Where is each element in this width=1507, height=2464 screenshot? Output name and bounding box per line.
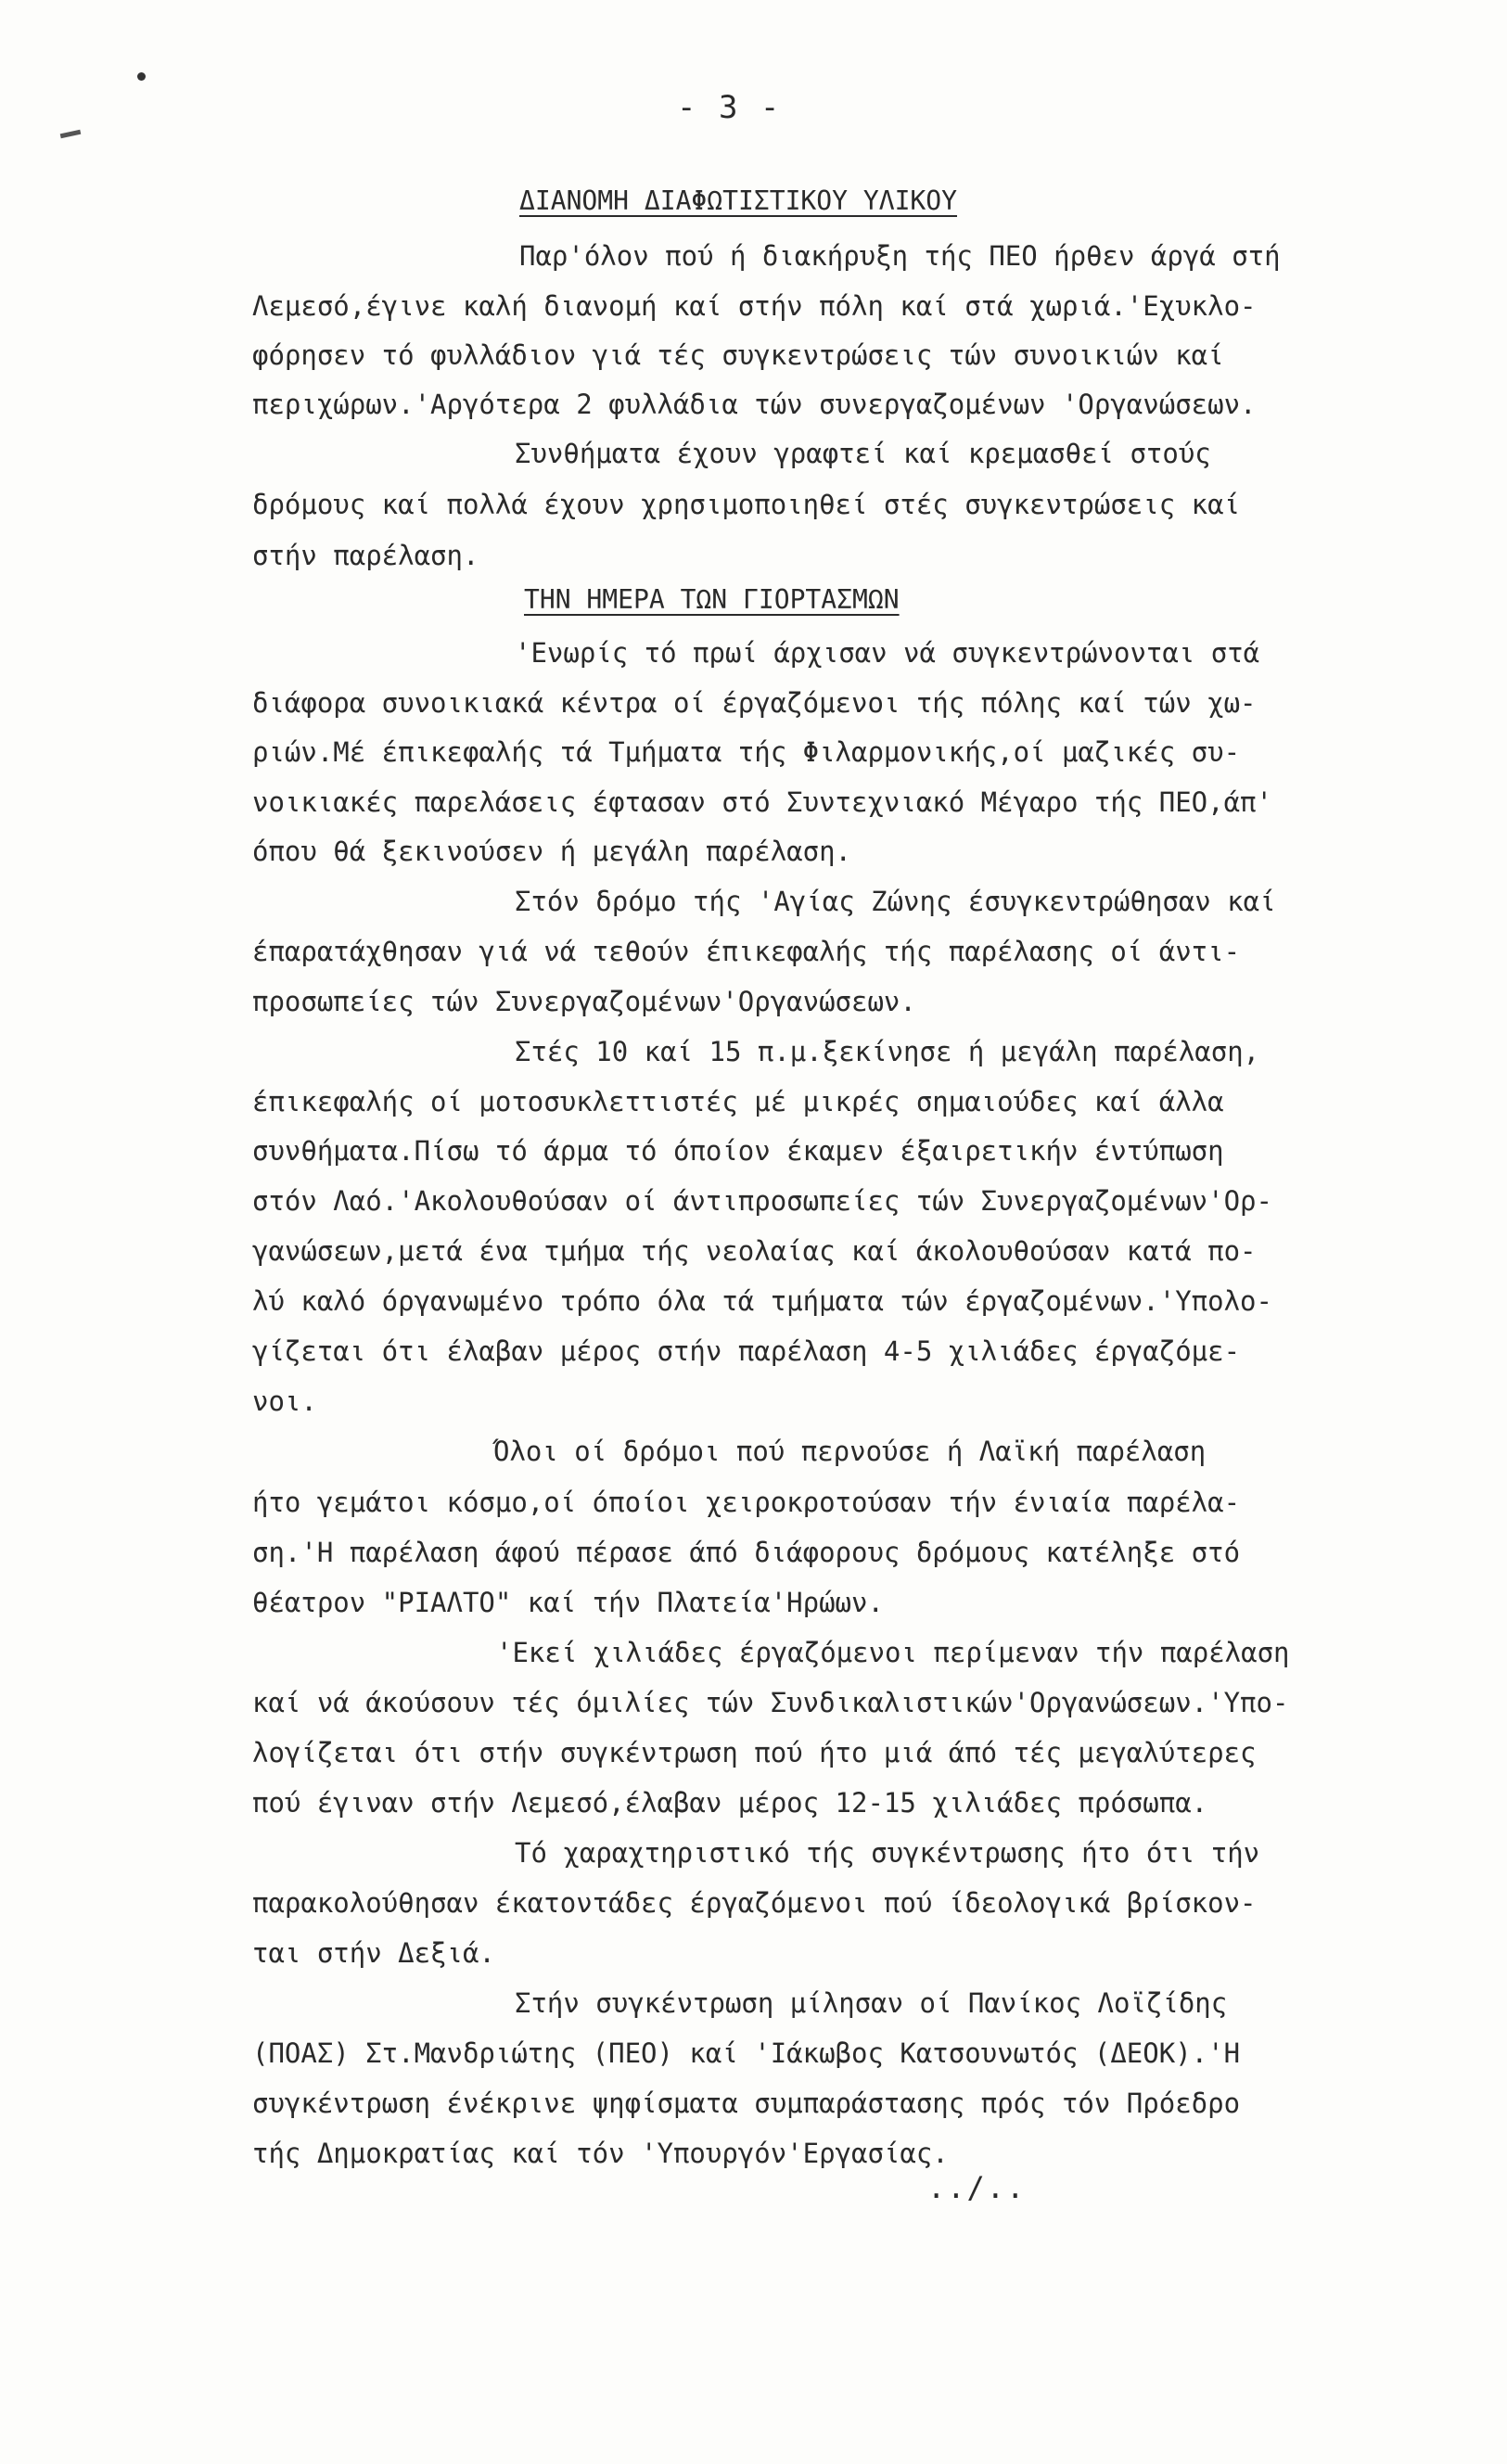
text-line: στήν παρέλαση. (252, 540, 479, 571)
text-line: (ΠΟΑΣ) Στ.Μανδριώτης (ΠΕΟ) καί 'Ιάκωβος Κατσουνωτός (ΔΕΟΚ).'Η (252, 2037, 1241, 2069)
text-line: ση.'Η παρέλαση άφού πέρασε άπό διάφορους δρόμους κατέληξε στό (252, 1537, 1241, 1568)
text-line: προσωπείες τών Συνεργαζομένων'Οργανώσεων. (252, 986, 916, 1017)
text-line: λογίζεται ότι στήν συγκέντρωση πού ήτο μιά άπό τές μεγαλύτερες (252, 1737, 1257, 1768)
text-line: θέατρον "ΡΙΑΛΤΟ" καί τήν Πλατεία'Ηρώων. (252, 1587, 884, 1618)
punch-hole-mark (137, 72, 146, 81)
text-line: 'Εκεί χιλιάδες έργαζόμενοι περίμεναν τήν παρέλαση (496, 1637, 1290, 1668)
section-heading-distribution: ΔΙΑΝΟΜΗ ΔΙΑΦΩΤΙΣΤΙΚΟΥ ΥΛΙΚΟΥ (519, 185, 958, 216)
text-line: συνθήματα.Πίσω τό άρμα τό όποίον έκαμεν έξαιρετικήν έντύπωση (252, 1135, 1224, 1167)
text-line: Συνθήματα έχουν γραφτεί καί κρεμασθεί στούς (515, 438, 1211, 469)
text-line: γανώσεων,μετά ένα τμήμα τής νεολαίας καί άκολουθούσαν κατά πο- (252, 1235, 1257, 1267)
text-line: όπου θά ξεκινούσεν ή μεγάλη παρέλαση. (252, 836, 852, 867)
section-heading-celebration-day: ΤΗΝ ΗΜΕΡΑ ΤΩΝ ΓΙΟΡΤΑΣΜΩΝ (524, 584, 900, 615)
text-line: καί νά άκούσουν τές όμιλίες τών Συνδικαλιστικών'Οργανώσεων.'Υπο- (252, 1687, 1289, 1718)
text-line: περιχώρων.'Αργότερα 2 φυλλάδια τών συνεργαζομένων 'Οργανώσεων. (252, 389, 1257, 420)
page-number: - 3 - (677, 89, 782, 126)
text-line: τής Δημοκρατίας καί τόν 'Υπουργόν'Εργασίας. (252, 2138, 949, 2169)
text-line: νοικιακές παρελάσεις έφτασαν στό Συντεχνιακό Μέγαρο τής ΠΕΟ,άπ' (252, 786, 1272, 818)
text-line: ήτο γεμάτοι κόσμο,οί όποίοι χειροκροτούσαν τήν ένιαία παρέλα- (252, 1487, 1241, 1518)
text-line: συγκέντρωση ένέκρινε ψηφίσματα συμπαράστασης πρός τόν Πρόεδρο (252, 2087, 1241, 2119)
text-line: Στές 10 καί 15 π.μ.ξεκίνησε ή μεγάλη παρέλαση, (515, 1036, 1260, 1067)
text-line: Όλοι οί δρόμοι πού περνούσε ή Λαϊκή παρέλαση (493, 1436, 1207, 1467)
text-line: Στόν δρόμο τής 'Αγίας Ζώνης έσυγκεντρώθησαν καί (515, 886, 1276, 917)
ink-smudge (60, 130, 82, 138)
text-line: Λεμεσό,έγινε καλή διανομή καί στήν πόλη καί στά χωριά.'Εχυκλο- (252, 290, 1257, 322)
text-line: έπικεφαλής οί μοτοσυκλεττιστές μέ μικρές σημαιούδες καί άλλα (252, 1086, 1224, 1117)
text-line: ριών.Μέ έπικεφαλής τά Τμήματα τής Φιλαρμονικής,οί μαζικές συ- (252, 736, 1241, 768)
text-line: πού έγιναν στήν Λεμεσό,έλαβαν μέρος 12-15 χιλιάδες πρόσωπα. (252, 1787, 1208, 1819)
text-line: γίζεται ότι έλαβαν μέρος στήν παρέλαση 4-5 χιλιάδες έργαζόμε- (252, 1335, 1241, 1367)
text-line: στόν Λαό.'Ακολουθούσαν οί άντιπροσωπείες τών Συνεργαζομένων'Ορ- (252, 1185, 1272, 1217)
text-line: ται στήν Δεξιά. (252, 1937, 495, 1969)
text-line: Παρ'όλον πού ή διακήρυξη τής ΠΕΟ ήρθεν άργά στή (519, 240, 1281, 272)
text-line: Στήν συγκέντρωση μίλησαν οί Πανίκος Λοϊζίδης (515, 1987, 1228, 2019)
text-line: παρακολούθησαν έκατοντάδες έργαζόμενοι πού ίδεολογικά βρίσκον- (252, 1887, 1257, 1919)
text-line: 'Ενωρίς τό πρωί άρχισαν νά συγκεντρώνονται στά (515, 637, 1260, 669)
continuation-mark: ../.. (927, 2170, 1027, 2205)
text-line: διάφορα συνοικιακά κέντρα οί έργαζόμενοι τής πόλης καί τών χω- (252, 687, 1257, 719)
text-line: νοι. (252, 1385, 317, 1417)
text-line: Τό χαραχτηριστικό τής συγκέντρωσης ήτο ότι τήν (515, 1837, 1260, 1869)
text-line: δρόμους καί πολλά έχουν χρησιμοποιηθεί στές συγκεντρώσεις καί (252, 489, 1241, 520)
text-line: έπαρατάχθησαν γιά νά τεθούν έπικεφαλής τής παρέλασης οί άντι- (252, 936, 1241, 967)
text-line: φόρησεν τό φυλλάδιον γιά τές συγκεντρώσεις τών συνοικιών καί (252, 339, 1224, 371)
text-line: λύ καλό όργανωμένο τρόπο όλα τά τμήματα τών έργαζομένων.'Υπολο- (252, 1285, 1272, 1317)
